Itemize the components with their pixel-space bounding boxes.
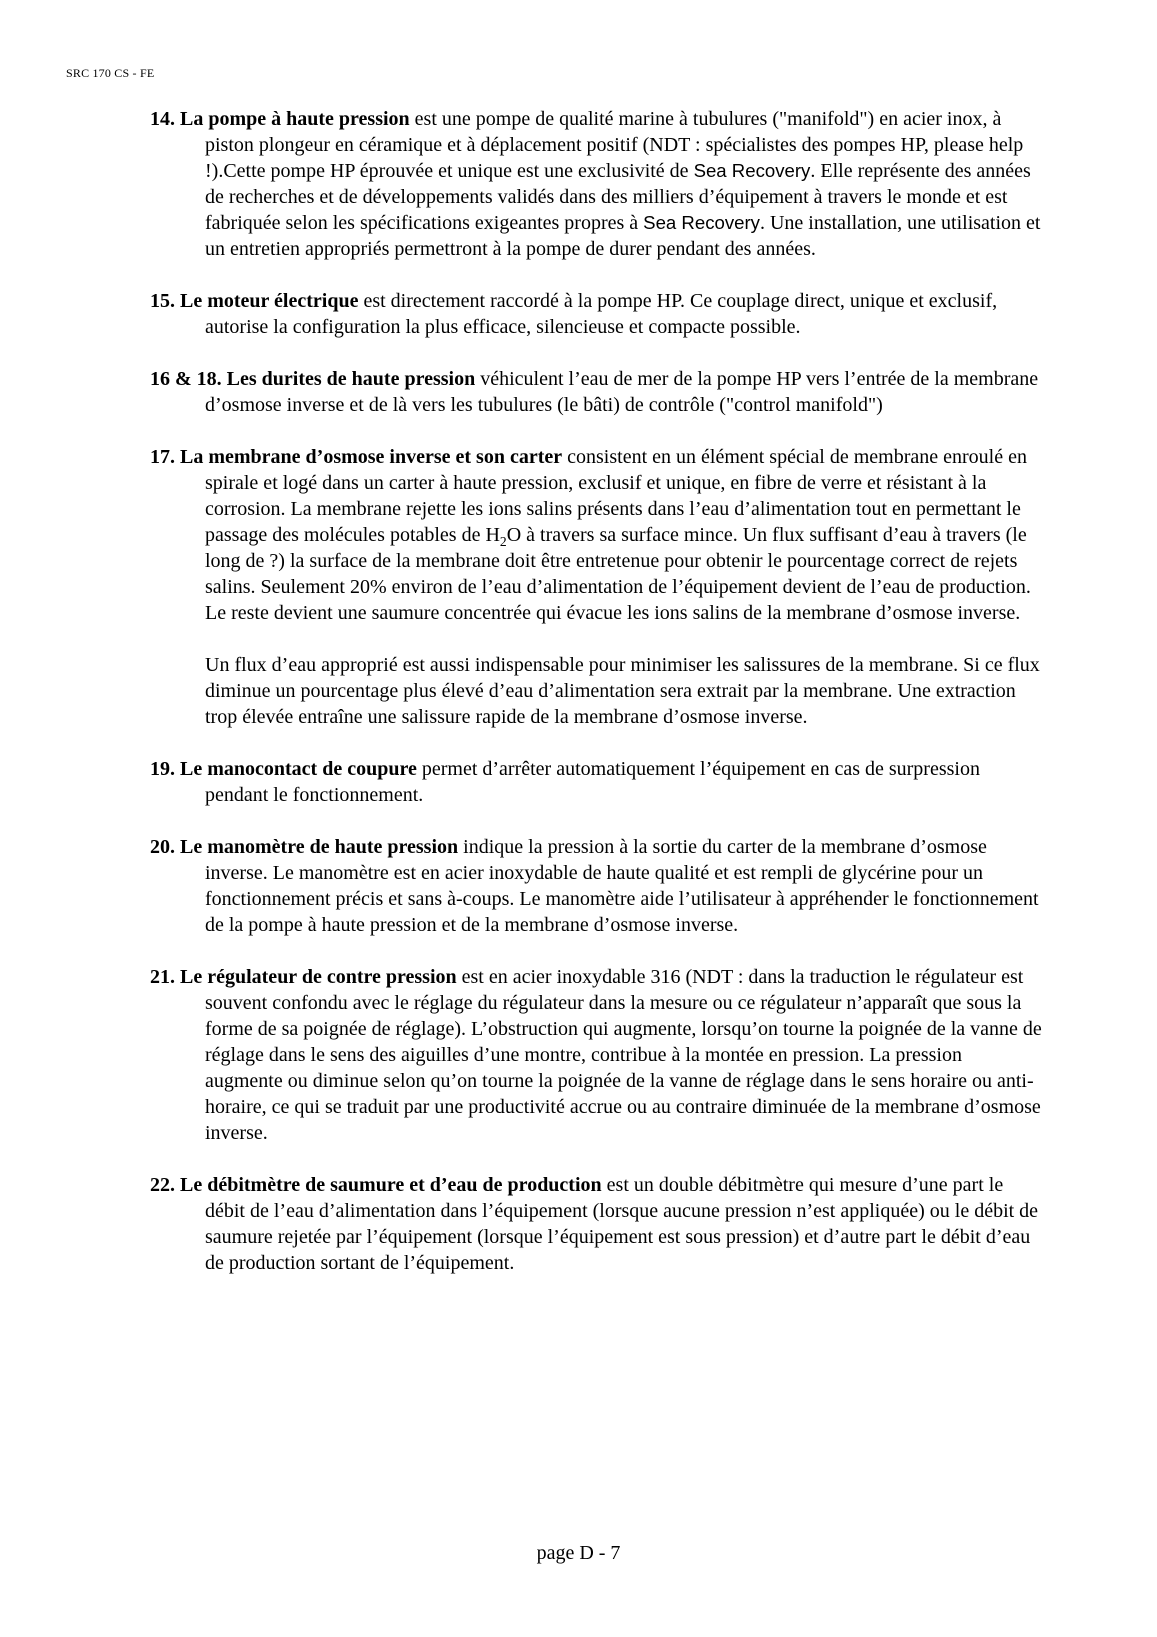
- paragraph-lead: 20. Le manomètre de haute pression: [150, 836, 459, 858]
- page-number: page D - 7: [536, 1542, 621, 1564]
- numbered-paragraph: [150, 444, 1043, 626]
- text-segment: véhiculent l’eau de mer de la pompe HP vers l’entrée de la membrane d’osmose inverse et de là vers les tubulures (le bâti) de contrôle ("control manifold"): [205, 368, 1039, 416]
- numbered-paragraph: [150, 288, 1043, 340]
- text-segment: indique la pression à la sortie du carter de la membrane d’osmose inverse. Le manomètre est en acier inoxydable de haute qualité et est rempli de glycérine pour un fonctionnement précis et sans à-coups. Le manomètre aide l’utilisateur à appréhender le fonctionnement de la pompe à haute pression et de la membrane d’osmose inverse.: [205, 836, 1039, 936]
- numbered-paragraph: [150, 834, 1043, 938]
- paragraph-lead: 14. La pompe à haute pression: [150, 108, 410, 130]
- paragraph-lead: 19. Le manocontact de coupure: [150, 758, 417, 780]
- continuation-paragraph: [150, 652, 1043, 730]
- text-segment: . Une installation, une utilisation et un entretien appropriés permettront à la pompe de durer pendant des années.: [205, 212, 1041, 260]
- paragraph-lead: 16 & 18. Les durites de haute pression: [150, 368, 476, 390]
- text-segment: Sea Recovery: [693, 160, 811, 181]
- paragraph-lead: 17. La membrane d’osmose inverse et son carter: [150, 446, 563, 468]
- paragraph-lead: 22. Le débitmètre de saumure et d’eau de production: [150, 1174, 602, 1196]
- text-segment: Un flux d’eau approprié est aussi indispensable pour minimiser les salissures de la membrane. Si ce flux diminue un pourcentage plus élevé d’eau d’alimentation sera extrait par la membrane. Une extraction trop élevée entraîne une salissure rapide de la membrane d’osmose inverse.: [205, 654, 1040, 728]
- numbered-paragraph: [150, 1172, 1043, 1276]
- paragraph-lead: 21. Le régulateur de contre pression: [150, 966, 457, 988]
- numbered-paragraph: [150, 106, 1043, 262]
- text-segment: consistent en un élément spécial de membrane enroulé en spirale et logé dans un carter à haute pression, exclusif et unique, en fibre de verre et résistant à la corrosion. La membrane rejette les ions salins présents dans l’eau d’alimentation tout en permettant le passage des molécules potables de H: [205, 446, 1027, 546]
- paragraph-lead: 15. Le moteur électrique: [150, 290, 359, 312]
- text-segment: est une pompe de qualité marine à tubulures ("manifold") en acier inox, à piston plongeur en céramique et à déplacement positif (NDT : spécialistes des pompes HP, please help !).Cette pompe HP éprouvée et unique est une exclusivité de: [205, 108, 1024, 182]
- text-segment: Sea Recovery: [643, 212, 760, 233]
- numbered-paragraph: [150, 366, 1043, 418]
- text-segment: 2: [499, 534, 507, 549]
- text-segment: est directement raccordé à la pompe HP. Ce couplage direct, unique et exclusif, autorise la configuration la plus efficace, silencieuse et compacte possible.: [205, 290, 998, 338]
- text-segment: O à travers sa surface mince. Un flux suffisant d’eau à travers (le long de ?) la surface de la membrane doit être entretenue pour obtenir le pourcentage correct de rejets salins. Seulement 20% environ de l’eau d’alimentation de l’équipement devient de l’eau de production. Le reste devient une saumure concentrée qui évacue les ions salins de la membrane d’osmose inverse.: [205, 524, 1031, 624]
- numbered-paragraph: [150, 756, 1043, 808]
- document-body: [150, 106, 1043, 1302]
- text-segment: est un double débitmètre qui mesure d’une part le débit de l’eau d’alimentation dans l’équipement (lorsque aucune pression n’est appliquée) ou le débit de saumure rejetée par l’équipement (lorsque l’équipement est sous pression) et d’autre part le débit d’eau de production sortant de l’équipement.: [205, 1174, 1039, 1274]
- text-segment: permet d’arrêter automatiquement l’équipement en cas de surpression pendant le fonctionnement.: [205, 758, 980, 806]
- numbered-paragraph: [150, 964, 1043, 1146]
- text-segment: . Elle représente des années de recherches et de développements validés dans des milliers d’équipement à travers le monde et est fabriquée selon les spécifications exigeantes propres à: [205, 160, 1031, 234]
- text-segment: est en acier inoxydable 316 (NDT : dans la traduction le régulateur est souvent confondu avec le réglage du régulateur dans la mesure ou ce régulateur n’apparaît que sous la forme de sa poignée de réglage). L’obstruction qui augmente, lorsqu’on tourne la poignée de la vanne de réglage dans le sens des aiguilles d’une montre, contribue à la montée en pression. La pression augmente ou diminue selon qu’on tourne la poignée de la vanne de réglage dans le sens horaire ou anti-horaire, ce qui se traduit par une productivité accrue ou au contraire diminuée de la membrane d’osmose inverse.: [205, 966, 1042, 1144]
- document-code: SRC 170 CS - FE: [66, 66, 155, 80]
